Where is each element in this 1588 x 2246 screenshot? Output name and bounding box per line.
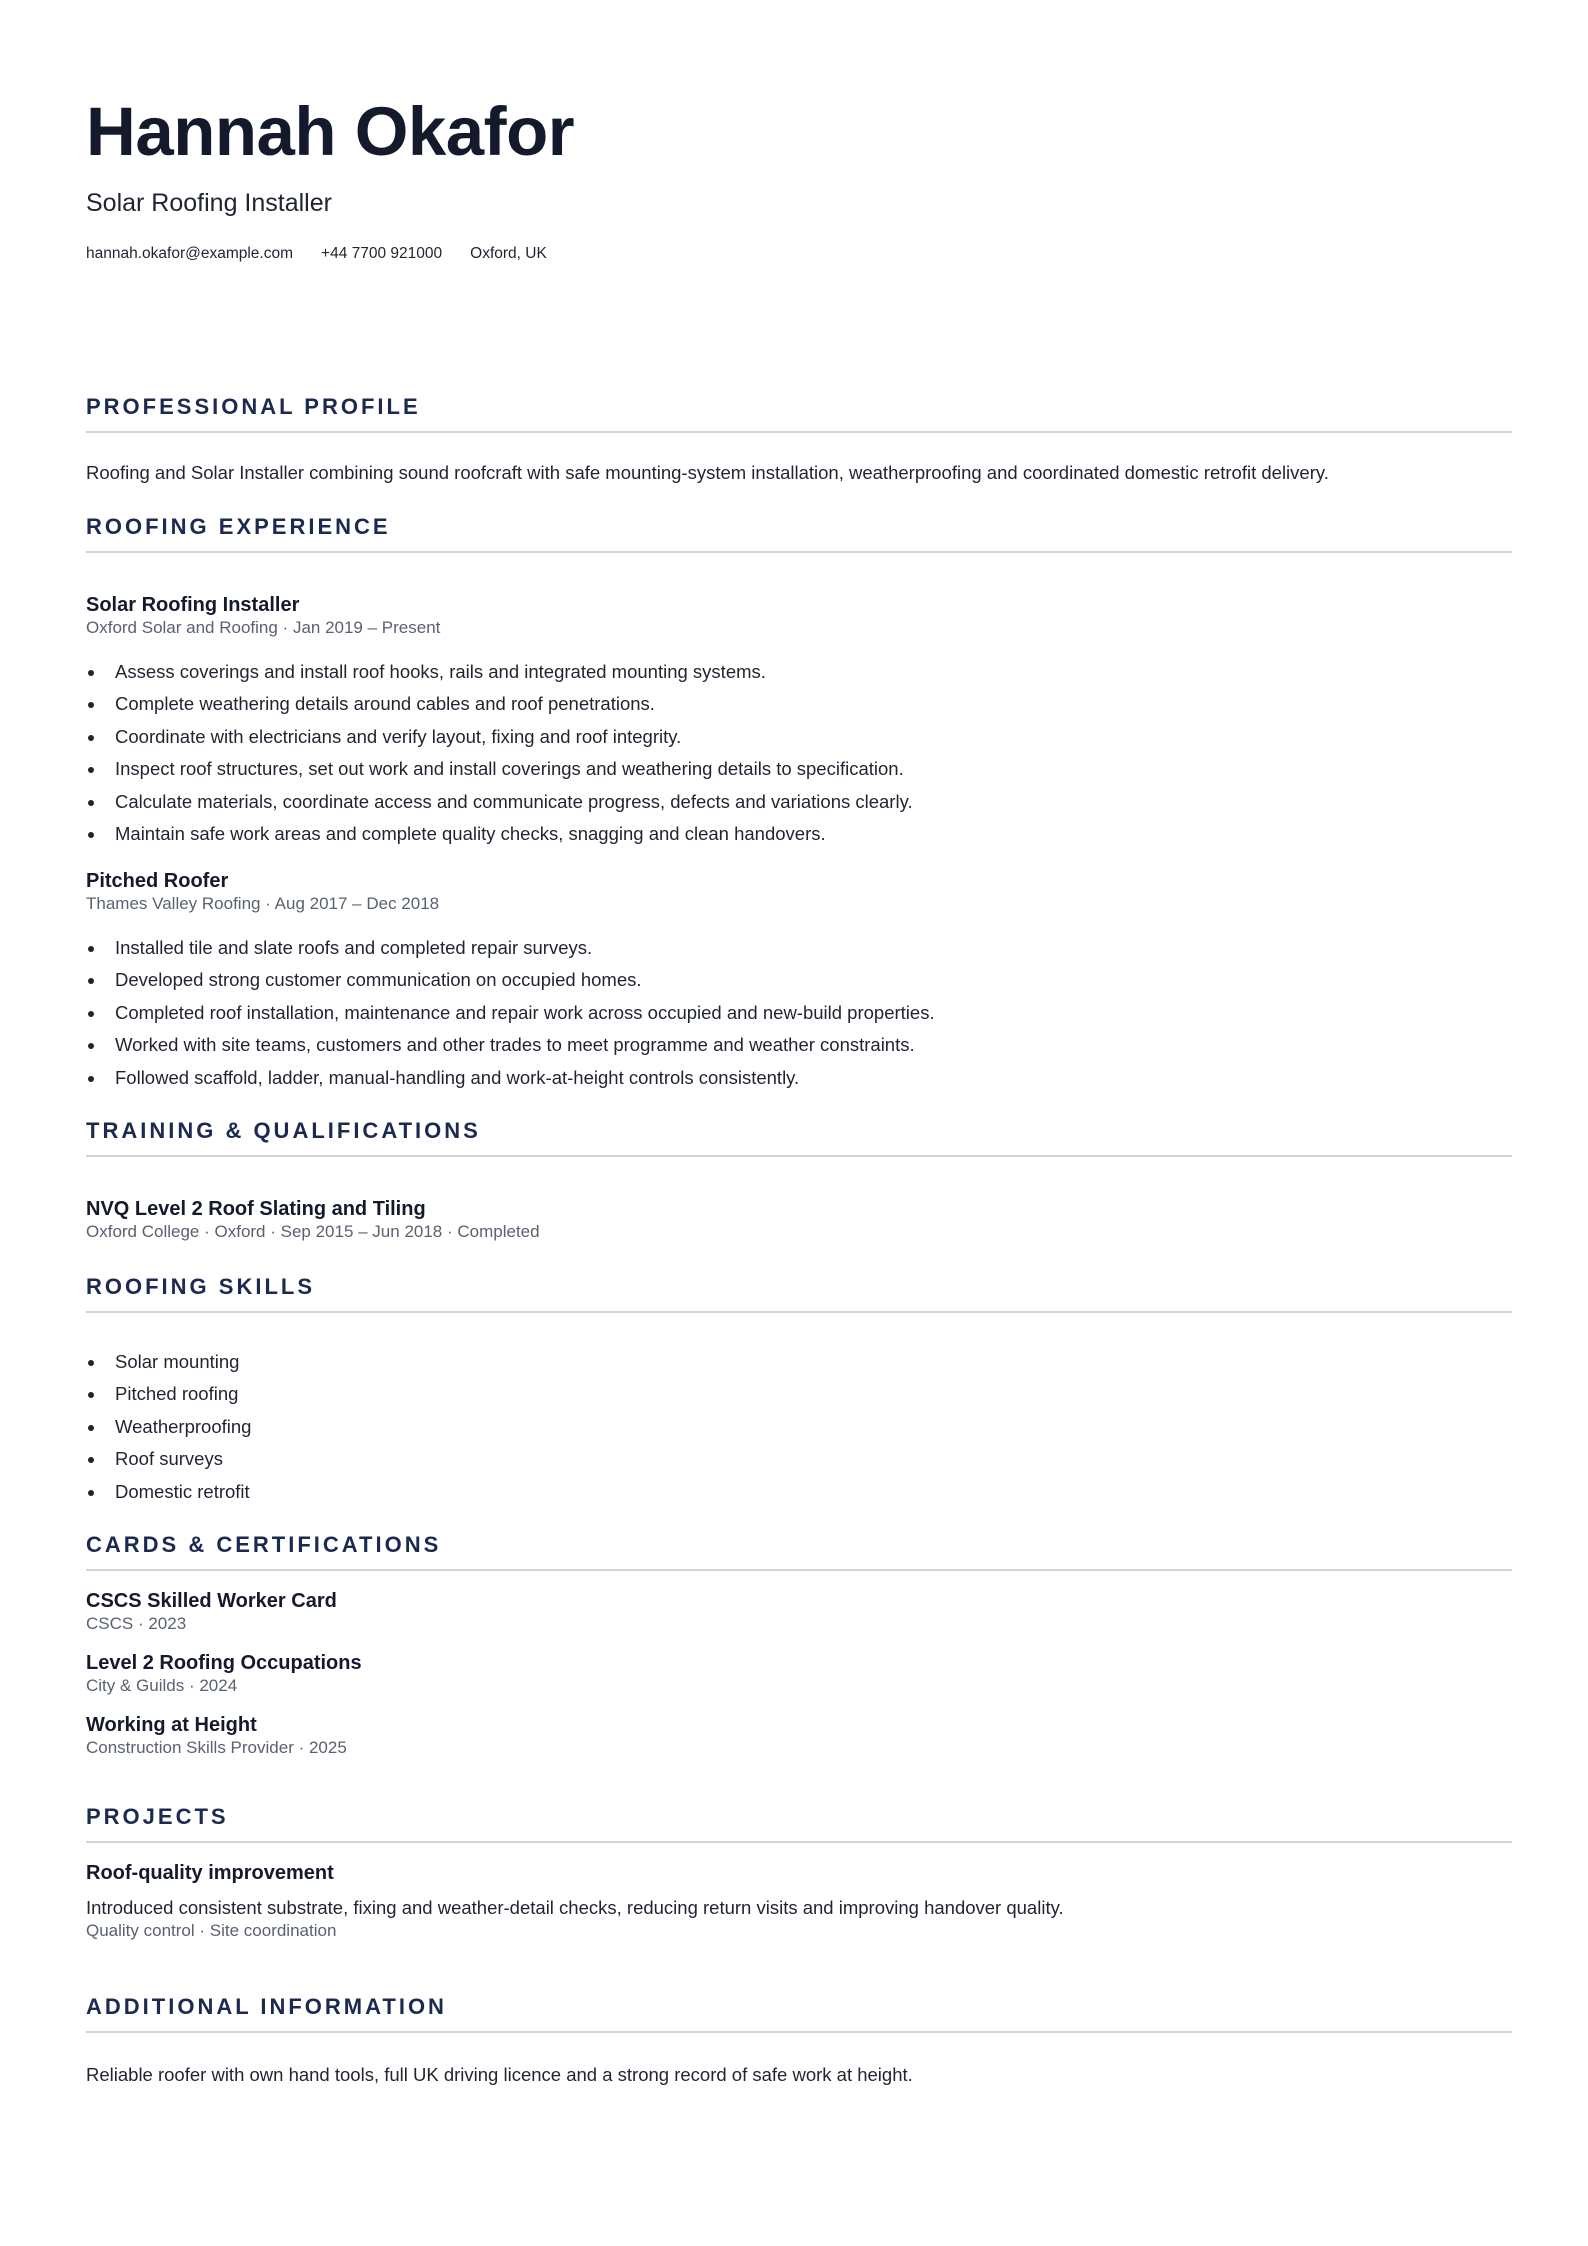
- candidate-title: Solar Roofing Installer: [86, 189, 332, 217]
- contact-phone: +44 7700 921000: [321, 245, 443, 262]
- job-title: Solar Roofing Installer: [86, 594, 300, 616]
- certification-title: Level 2 Roofing Occupations: [86, 1652, 362, 1674]
- list-item: Followed scaffold, ladder, manual-handling and work-at-height controls consistently.: [86, 1062, 935, 1094]
- list-item: Roof surveys: [86, 1443, 251, 1475]
- skills-list: [86, 1346, 251, 1508]
- additional-text: Reliable roofer with own hand tools, full UK driving licence and a strong record of safe work at height.: [86, 2064, 913, 2085]
- section-heading-experience: ROOFING EXPERIENCE: [86, 514, 391, 539]
- list-item: Complete weathering details around cables and roof penetrations.: [86, 688, 913, 720]
- section-heading-additional: ADDITIONAL INFORMATION: [86, 1994, 447, 2019]
- qualification-meta: Oxford College · Oxford · Sep 2015 – Jun 2018 · Completed: [86, 1222, 540, 1241]
- list-item: Worked with site teams, customers and other trades to meet programme and weather constraints.: [86, 1029, 935, 1061]
- section-divider: [86, 1311, 1512, 1313]
- certification-meta: CSCS · 2023: [86, 1614, 187, 1633]
- list-item: Solar mounting: [86, 1346, 251, 1378]
- list-item: Completed roof installation, maintenance and repair work across occupied and new-build properties.: [86, 997, 935, 1029]
- project-title: Roof-quality improvement: [86, 1862, 334, 1884]
- section-heading-certifications: CARDS & CERTIFICATIONS: [86, 1532, 442, 1557]
- certification-title: Working at Height: [86, 1714, 257, 1736]
- list-item: Domestic retrofit: [86, 1476, 251, 1508]
- list-item: Inspect roof structures, set out work and install coverings and weathering details to specification.: [86, 753, 913, 785]
- list-item: Maintain safe work areas and complete quality checks, snagging and clean handovers.: [86, 818, 913, 850]
- section-divider: [86, 551, 1512, 553]
- list-item: Pitched roofing: [86, 1378, 251, 1410]
- list-item: Coordinate with electricians and verify layout, fixing and roof integrity.: [86, 721, 913, 753]
- certification-title: CSCS Skilled Worker Card: [86, 1590, 337, 1612]
- list-item: Developed strong customer communication on occupied homes.: [86, 964, 935, 996]
- section-heading-skills: ROOFING SKILLS: [86, 1274, 315, 1299]
- contact-line: [86, 245, 575, 263]
- list-item: Installed tile and slate roofs and completed repair surveys.: [86, 932, 935, 964]
- list-item: Weatherproofing: [86, 1411, 251, 1443]
- section-divider: [86, 431, 1512, 433]
- section-heading-profile: PROFESSIONAL PROFILE: [86, 394, 421, 419]
- certification-meta: Construction Skills Provider · 2025: [86, 1738, 347, 1757]
- list-item: Assess coverings and install roof hooks, rails and integrated mounting systems.: [86, 656, 913, 688]
- section-heading-training: TRAINING & QUALIFICATIONS: [86, 1118, 481, 1143]
- job-meta: Thames Valley Roofing · Aug 2017 – Dec 2018: [86, 894, 440, 913]
- job-bullets: [86, 932, 935, 1094]
- section-divider: [86, 1569, 1512, 1571]
- list-item: Calculate materials, coordinate access and communicate progress, defects and variations clearly.: [86, 786, 913, 818]
- project-description: Introduced consistent substrate, fixing and weather-detail checks, reducing return visits and improving handover quality.: [86, 1897, 1064, 1918]
- section-divider: [86, 1155, 1512, 1157]
- section-divider: [86, 2031, 1512, 2033]
- project-tags: Quality control · Site coordination: [86, 1921, 337, 1940]
- contact-email: hannah.okafor@example.com: [86, 245, 294, 262]
- job-title: Pitched Roofer: [86, 870, 229, 892]
- profile-text: Roofing and Solar Installer combining sound roofcraft with safe mounting-system installation, weatherproofing and coordinated domestic retrofit delivery.: [86, 462, 1329, 483]
- job-bullets: [86, 656, 913, 850]
- section-divider: [86, 1841, 1512, 1843]
- candidate-name: Hannah Okafor: [86, 93, 575, 170]
- qualification-title: NVQ Level 2 Roof Slating and Tiling: [86, 1198, 426, 1220]
- job-meta: Oxford Solar and Roofing · Jan 2019 – Present: [86, 618, 441, 637]
- contact-location: Oxford, UK: [470, 245, 547, 262]
- certification-meta: City & Guilds · 2024: [86, 1676, 238, 1695]
- section-heading-projects: PROJECTS: [86, 1804, 229, 1829]
